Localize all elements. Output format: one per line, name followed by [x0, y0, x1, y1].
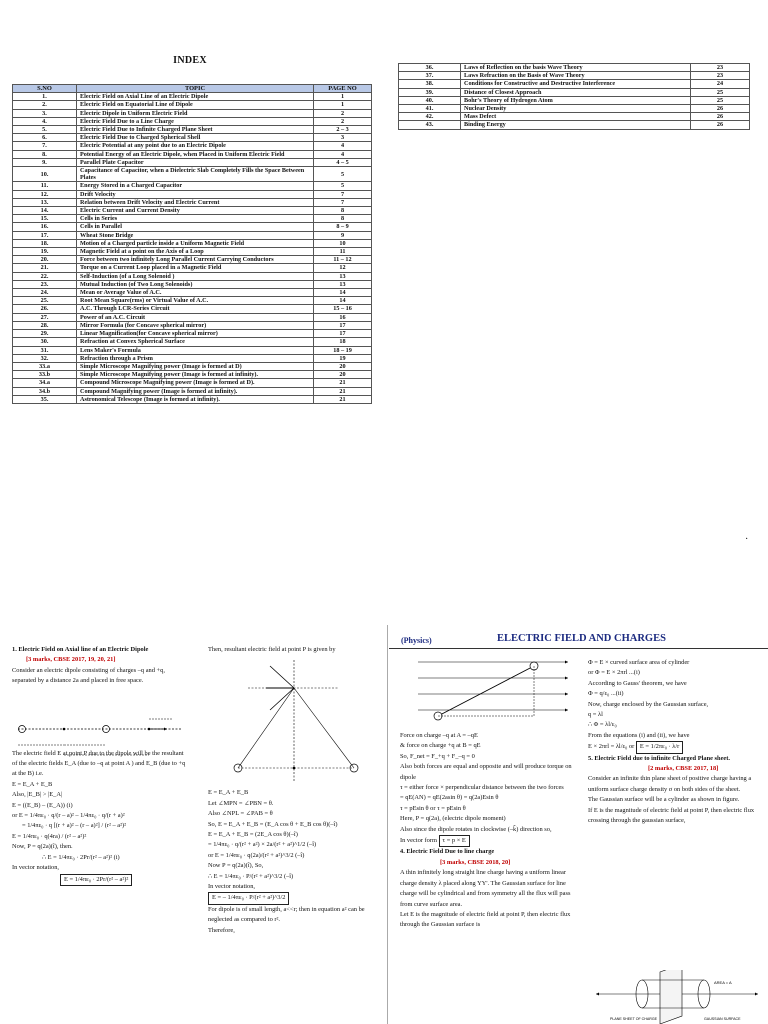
index-row — [13, 387, 372, 395]
eq-1-8-box: E = 1/4πε₀ · 2Pr/(r² – a²)² — [60, 874, 132, 886]
section-4b-t8: From the equations (i) and (ii), we have — [588, 731, 690, 739]
section-5-heading: 5. Electric Field due to infinite Charged Plane sheet. — [588, 754, 730, 762]
eq-2-5: E = E_A + E_B = (2E_A cos θ)(–î) — [208, 831, 298, 839]
row-sno: 23. — [13, 280, 77, 288]
eq-1-3: E = ((E_B) – (E_A)) (i) — [12, 801, 73, 809]
section-1-heading: 1. Electric Field on Axial line of an Electric Dipole — [12, 646, 149, 653]
row-sno: 8. — [13, 150, 77, 158]
header-sno: S.NO — [13, 85, 77, 93]
section-5-t12: If E is the magnitude of electric field at point P, then electric flux crossing through the gaussian surface, — [588, 806, 755, 825]
row-topic: Relation between Drift Velocity and Electric Current — [77, 198, 314, 206]
header-topic: TOPIC — [77, 85, 314, 93]
section-2-text4: Therefore, — [208, 926, 235, 934]
index-row — [13, 142, 372, 150]
eq-1-7: ∴ E = 1/4πε₀ · 2Pr/(r² – a²)² (i) — [42, 853, 120, 861]
eq-2-2: Let ∠MPN = ∠PBN = θ. — [208, 799, 274, 807]
row-sno: 33.a — [13, 362, 77, 370]
row-topic: Lens Maker's Formula — [77, 346, 314, 354]
section-3-t7: τ = pEsin θ or τ = pEsin θ — [400, 804, 466, 812]
index-row — [13, 289, 372, 297]
index-row — [13, 379, 372, 387]
index-row — [13, 305, 372, 313]
row-page: 2 – 3 — [314, 126, 372, 134]
section-5-t10: Consider an infinite thin plane sheet of positive charge having a uniform surface charge density σ on both sides of the sheet. — [588, 775, 752, 793]
row-topic: Cells in Series — [77, 215, 314, 223]
row-topic: Laws Refraction on the Basis of Wave Theory — [461, 72, 691, 80]
eq-2-9: ∴ E = 1/4πε₀ · P/(r² + a²)^3/2 (–î) — [208, 872, 294, 880]
row-page: 21 — [314, 387, 372, 395]
row-sno: 24. — [13, 289, 77, 297]
row-topic: Conditions for Constructive and Destructive Interference — [461, 80, 691, 88]
index-row — [13, 182, 372, 190]
row-topic: Mass Defect — [461, 113, 691, 121]
row-topic: Refraction at Convex Spherical Surface — [77, 338, 314, 346]
section-4b-t4: Φ = q/ε₀ ...(ii) — [588, 690, 624, 698]
index-row — [13, 264, 372, 272]
eq-2-6: = 1/4πε₀ · q/(r² + a²) × 2a/(r² + a²)^1/2 (–î) — [208, 841, 317, 849]
row-page: 21 — [314, 379, 372, 387]
row-sno: 32. — [13, 354, 77, 362]
row-topic: Parallel Plate Capacitor — [77, 158, 314, 166]
column-4 — [588, 658, 760, 827]
row-page: 20 — [314, 371, 372, 379]
row-page: 1 — [314, 101, 372, 109]
row-page: 8 — [314, 215, 372, 223]
row-page: 4 — [314, 150, 372, 158]
row-topic: Compound Magnifying power (Image is formed at infinity). — [77, 387, 314, 395]
section-4b-t5: Now, charge enclosed by the Gaussian surface, — [588, 700, 709, 708]
row-page: 23 — [691, 64, 750, 72]
section-4-marks: [3 marks, CBSE 2018, 20] — [440, 858, 511, 866]
row-sno: 22. — [13, 272, 77, 280]
index-row — [13, 321, 372, 329]
section-3-t2: & force on charge +q at B = qE — [400, 742, 481, 750]
row-topic: Capacitance of Capacitor, when a Dielectric Slab Completely Fills the Space Between Plates — [77, 167, 314, 182]
row-topic: Electric Field Due to Charged Spherical Shell — [77, 134, 314, 142]
index-header-row — [13, 85, 372, 93]
section-2-text1: Then, resultant electric field at point P is given by — [208, 646, 336, 653]
row-sno: 7. — [13, 142, 77, 150]
equatorial-dipole-figure — [208, 658, 386, 786]
section-4b-t7: ∴ Φ = λl/ε₀ — [588, 721, 617, 729]
row-topic: Root Mean Square(rms) or Virtual Value of A.C. — [77, 297, 314, 305]
index-row — [13, 126, 372, 134]
row-sno: 33.b — [13, 371, 77, 379]
header-page: PAGE NO — [314, 85, 372, 93]
row-sno: 18. — [13, 239, 77, 247]
row-sno: 27. — [13, 313, 77, 321]
row-topic: Torque on a Current Loop placed in a Magnetic Field — [77, 264, 314, 272]
row-sno: 25. — [13, 297, 77, 305]
row-sno: 30. — [13, 338, 77, 346]
row-sno: 16. — [13, 223, 77, 231]
row-sno: 17. — [13, 231, 77, 239]
row-sno: 3. — [13, 109, 77, 117]
section-3-t5: τ = either force × perpendicular distance between the two forces — [400, 784, 564, 792]
index-row — [13, 354, 372, 362]
row-topic: Linear Magnification(for Concave spherical mirror) — [77, 330, 314, 338]
eq-1-1: E = E_A + E_B — [12, 780, 53, 788]
row-topic: Bohr's Theory of Hydrogen Atom — [461, 96, 691, 104]
line-charge-result-box: E = 1/2πε₀ · λ/r — [636, 741, 683, 753]
eq-1-4: or E = 1/4πε₀ · q/(r – a)² – 1/4πε₀ · q/(r + a)² — [12, 812, 125, 820]
row-sno: 34.a — [13, 379, 77, 387]
index-row — [13, 134, 372, 142]
row-topic: Power of an A.C. Circuit — [77, 313, 314, 321]
index-row — [399, 113, 750, 121]
dipole-in-field-figure — [400, 652, 580, 732]
section-5-t11: The Gaussian surface will be a cylinder as shown in figure. — [588, 796, 740, 804]
column-1 — [12, 645, 188, 886]
index-row — [399, 88, 750, 96]
row-page: 15 – 16 — [314, 305, 372, 313]
index-row — [13, 231, 372, 239]
row-page: 1 — [314, 93, 372, 101]
index-row — [13, 198, 372, 206]
row-topic: Astronomical Telescope (Image is formed at infinity). — [77, 395, 314, 403]
row-page: 19 — [314, 354, 372, 362]
section-3-t8: Here, P = q(2a), (electric dipole moment) — [400, 815, 506, 823]
index-row — [13, 93, 372, 101]
row-page: 4 — [314, 142, 372, 150]
index-row — [13, 362, 372, 370]
row-page: 11 — [314, 248, 372, 256]
row-topic: Binding Energy — [461, 121, 691, 129]
section-4-t12: Let E is the magnitude of electric field at point P, then electric flux through the Gaussian surface is — [400, 910, 571, 929]
row-topic: Potential Energy of an Electric Dipole, when Placed in Uniform Electric Field — [77, 150, 314, 158]
index-row — [13, 117, 372, 125]
index-row — [13, 272, 372, 280]
index-row — [13, 338, 372, 346]
index-row — [13, 346, 372, 354]
index-row — [13, 313, 372, 321]
row-page: 3 — [314, 134, 372, 142]
index-row — [13, 256, 372, 264]
index-row — [13, 215, 372, 223]
row-page: 25 — [691, 88, 750, 96]
row-page: 21 — [314, 395, 372, 403]
row-sno: 20. — [13, 256, 77, 264]
eq-2-7: or E = 1/4πε₀ · q(2a)/(r² + a²)^3/2 (–î) — [208, 851, 305, 859]
eq-2-1: E = E_A + E_B — [208, 789, 249, 797]
eq-1-2: Also, |E_B| > |E_A| — [12, 791, 63, 799]
row-page: 8 — [314, 207, 372, 215]
index-table-continued — [398, 63, 750, 130]
row-page: 26 — [691, 105, 750, 113]
section-4b-t9: E × 2πrl = λl/ε₀ or — [588, 743, 635, 751]
index-row — [399, 96, 750, 104]
index-row — [13, 158, 372, 166]
index-row — [399, 121, 750, 129]
plane-sheet-figure — [592, 970, 762, 1024]
row-page: 2 — [314, 109, 372, 117]
row-page: 17 — [314, 330, 372, 338]
index-row — [13, 280, 372, 288]
row-topic: Distance of Closest Approach — [461, 88, 691, 96]
row-sno: 36. — [399, 64, 461, 72]
section-3-t6: = qE(AN) = qE(2asin θ) = q(2a)Esin θ — [400, 794, 499, 802]
index-row — [13, 395, 372, 403]
row-page: 26 — [691, 121, 750, 129]
row-sno: 13. — [13, 198, 77, 206]
row-page: 4 – 5 — [314, 158, 372, 166]
row-page: 20 — [314, 362, 372, 370]
row-sno: 21. — [13, 264, 77, 272]
row-sno: 1. — [13, 93, 77, 101]
row-page: 7 — [314, 190, 372, 198]
row-sno: 39. — [399, 88, 461, 96]
row-sno: 10. — [13, 167, 77, 182]
index-row — [13, 150, 372, 158]
section-4b-t3: According to Gauss' theorem, we have — [588, 679, 687, 687]
index-body — [13, 93, 372, 404]
index-row — [399, 64, 750, 72]
row-sno: 34.b — [13, 387, 77, 395]
section-1-marks: [3 marks, CBSE 2017, 19, 20, 21] — [26, 656, 116, 664]
row-sno: 35. — [13, 395, 77, 403]
row-sno: 28. — [13, 321, 77, 329]
eq-1-6: E = 1/4πε₀ · q(4ra) / (r² – a²)² — [12, 832, 87, 840]
eq-2-10-box: E = – 1/4πε₀ · P/(r² + a²)^3/2 — [208, 892, 289, 904]
axial-dipole-figure — [12, 705, 192, 761]
row-sno: 43. — [399, 121, 461, 129]
row-page: 2 — [314, 117, 372, 125]
row-sno: 12. — [13, 190, 77, 198]
eq-2-3: Also ∠NPL = ∠PAB = θ — [208, 810, 273, 818]
section-2-text3: For dipole is of small length, a<<r; then in equation a² can be neglected as compared to r². — [208, 905, 365, 924]
row-topic: Cells in Parallel — [77, 223, 314, 231]
index-row — [13, 223, 372, 231]
index-row — [13, 248, 372, 256]
index-row — [13, 239, 372, 247]
row-page: 23 — [691, 72, 750, 80]
row-topic: Wheat Stone Bridge — [77, 231, 314, 239]
row-sno: 2. — [13, 101, 77, 109]
section-2-text2: In vector notation, — [208, 883, 256, 891]
section-4b-t6: q = λl — [588, 711, 603, 719]
row-page: 11 – 12 — [314, 256, 372, 264]
index-row — [13, 109, 372, 117]
gauss-label: GAUSSIAN SURFACE — [704, 1017, 741, 1021]
row-topic: A.C. Through LCR-Series Circuit — [77, 305, 314, 313]
row-sno: 37. — [399, 72, 461, 80]
index-row — [399, 80, 750, 88]
row-sno: 38. — [399, 80, 461, 88]
row-topic: Electric Dipole in Uniform Electric Field — [77, 109, 314, 117]
row-page: 9 — [314, 231, 372, 239]
index-row — [13, 207, 372, 215]
row-sno: 4. — [13, 117, 77, 125]
index-table — [12, 84, 372, 404]
row-topic: Electric Potential at any point due to an Electric Dipole — [77, 142, 314, 150]
sheet-label: PLANE SHEET OF CHARGE — [610, 1017, 658, 1021]
index-row — [399, 72, 750, 80]
row-sno: 26. — [13, 305, 77, 313]
section-4-t11: A thin infinitely long straight line charge having a uniform linear charge density λ placed along YY'. The Gaussian surface for line charge will be cylindrical and from symmetry all the flux will pass from curve surface area. — [400, 869, 571, 908]
row-sno: 19. — [13, 248, 77, 256]
stray-dot: · — [745, 534, 749, 545]
row-page: 13 — [314, 272, 372, 280]
row-topic: Electric Current and Current Density — [77, 207, 314, 215]
row-topic: Electric Field on Equatorial Line of Dipole — [77, 101, 314, 109]
row-sno: 6. — [13, 134, 77, 142]
row-page: 7 — [314, 198, 372, 206]
section-3-t1: Force on charge –q at A = –qE — [400, 732, 478, 739]
section-3-t3: So, F_net = F_+q + F_–q = 0 — [400, 752, 475, 760]
row-page: 25 — [691, 96, 750, 104]
row-topic: Mirror Formula (for Concave spherical mirror) — [77, 321, 314, 329]
row-page: 17 — [314, 321, 372, 329]
row-topic: Electric Field on Axial Line of an Electric Dipole — [77, 93, 314, 101]
index-row — [13, 371, 372, 379]
row-sno: 42. — [399, 113, 461, 121]
index-title: INDEX — [173, 55, 207, 66]
torque-vector-box: τ = p × E — [439, 835, 470, 847]
eq-2-4: So, E = E_A + E_B = (E_A cos θ + E_B cos θ)(–î) — [208, 820, 338, 828]
row-page: 18 – 19 — [314, 346, 372, 354]
row-topic: Energy Stored in a Charged Capacitor — [77, 182, 314, 190]
row-topic: Force between two infinitely Long Parallel Current Carrying Conductors — [77, 256, 314, 264]
row-topic: Mean or Average Value of A.C. — [77, 289, 314, 297]
section-1-text3: In vector notation, — [12, 864, 60, 872]
subject-tag: (Physics) — [401, 636, 432, 645]
section-4b-t2: or Φ = E × 2πrl ...(i) — [588, 669, 640, 677]
row-page: 14 — [314, 289, 372, 297]
row-page: 14 — [314, 297, 372, 305]
row-page: 8 – 9 — [314, 223, 372, 231]
index-row — [399, 105, 750, 113]
row-topic: Simple Microscope Magnifying power (Image is formed at D) — [77, 362, 314, 370]
index-row — [13, 101, 372, 109]
section-4-heading: 4. Electric Field Due to line charge — [400, 848, 495, 856]
section-3-t10: In vector form — [400, 837, 437, 845]
eq-2-8: Now P = q(2a)(î), So, — [208, 862, 264, 870]
index-row — [13, 167, 372, 182]
row-page: 24 — [691, 80, 750, 88]
row-page: 12 — [314, 264, 372, 272]
row-topic: Mutual Induction (of Two Long Solenoids) — [77, 280, 314, 288]
row-sno: 41. — [399, 105, 461, 113]
row-sno: 31. — [13, 346, 77, 354]
eq-1-5: = 1/4πε₀ · q [(r + a)² – (r – a)²] / (r² – a²)² — [22, 822, 127, 830]
section-4b-t1: Φ = E × curved surface area of cylinder — [588, 659, 690, 666]
row-topic: Electric Field Due to Infinite Charged Plane Sheet — [77, 126, 314, 134]
index-row — [13, 330, 372, 338]
row-topic: Simple Microscope Magnifying power (Image is formed at infinity). — [77, 371, 314, 379]
row-sno: 9. — [13, 158, 77, 166]
index-row — [13, 297, 372, 305]
area-label: AREA = A — [714, 980, 732, 985]
row-topic: Refraction through a Prism — [77, 354, 314, 362]
row-page: 13 — [314, 280, 372, 288]
index-row — [13, 190, 372, 198]
index-body-continued — [399, 64, 750, 130]
row-page: 5 — [314, 182, 372, 190]
row-sno: 40. — [399, 96, 461, 104]
chapter-title: ELECTRIC FIELD AND CHARGES — [497, 633, 666, 644]
section-5-marks: [2 marks, CBSE 2017, 18] — [648, 765, 719, 773]
column-separator — [387, 625, 388, 1024]
row-topic: Drift Velocity — [77, 190, 314, 198]
row-topic: Nuclear Density — [461, 105, 691, 113]
row-page: 16 — [314, 313, 372, 321]
row-sno: 14. — [13, 207, 77, 215]
row-page: 5 — [314, 167, 372, 182]
row-topic: Compound Microscope Magnifying power (Image is formed at D). — [77, 379, 314, 387]
section-3-t4: Also both forces are equal and opposite and will produce torque on dipole — [400, 763, 572, 781]
row-topic: Self-Induction (of a Long Solenoid ) — [77, 272, 314, 280]
section-1-intro: Consider an electric dipole consisting of charges –q and +q, separated by a distance 2a and placed in free space. — [12, 666, 165, 685]
row-topic: Motion of a Charged particle inside a Uniform Magnetic Field — [77, 239, 314, 247]
section-3-t9: Also since the dipole rotates in clockwise (–k̂) direction so, — [400, 825, 552, 833]
section-1-text1: The electric field E at point P due to the dipole will be the resultant of the electric fields E_A (due to –q at point A ) and E_B (due to +q at the B) i.e. — [12, 749, 186, 778]
row-sno: 11. — [13, 182, 77, 190]
row-topic: Laws of Reflection on the basis Wave Theory — [461, 64, 691, 72]
row-sno: 5. — [13, 126, 77, 134]
row-topic: Electric Field Due to a Line Charge — [77, 117, 314, 125]
row-page: 18 — [314, 338, 372, 346]
row-sno: 29. — [13, 330, 77, 338]
row-page: 10 — [314, 239, 372, 247]
section-1-text2: Now, P = q(2a)(î), then. — [12, 843, 73, 851]
row-sno: 15. — [13, 215, 77, 223]
row-topic: Magnetic Field at a point on the Axis of a Loop — [77, 248, 314, 256]
row-page: 26 — [691, 113, 750, 121]
